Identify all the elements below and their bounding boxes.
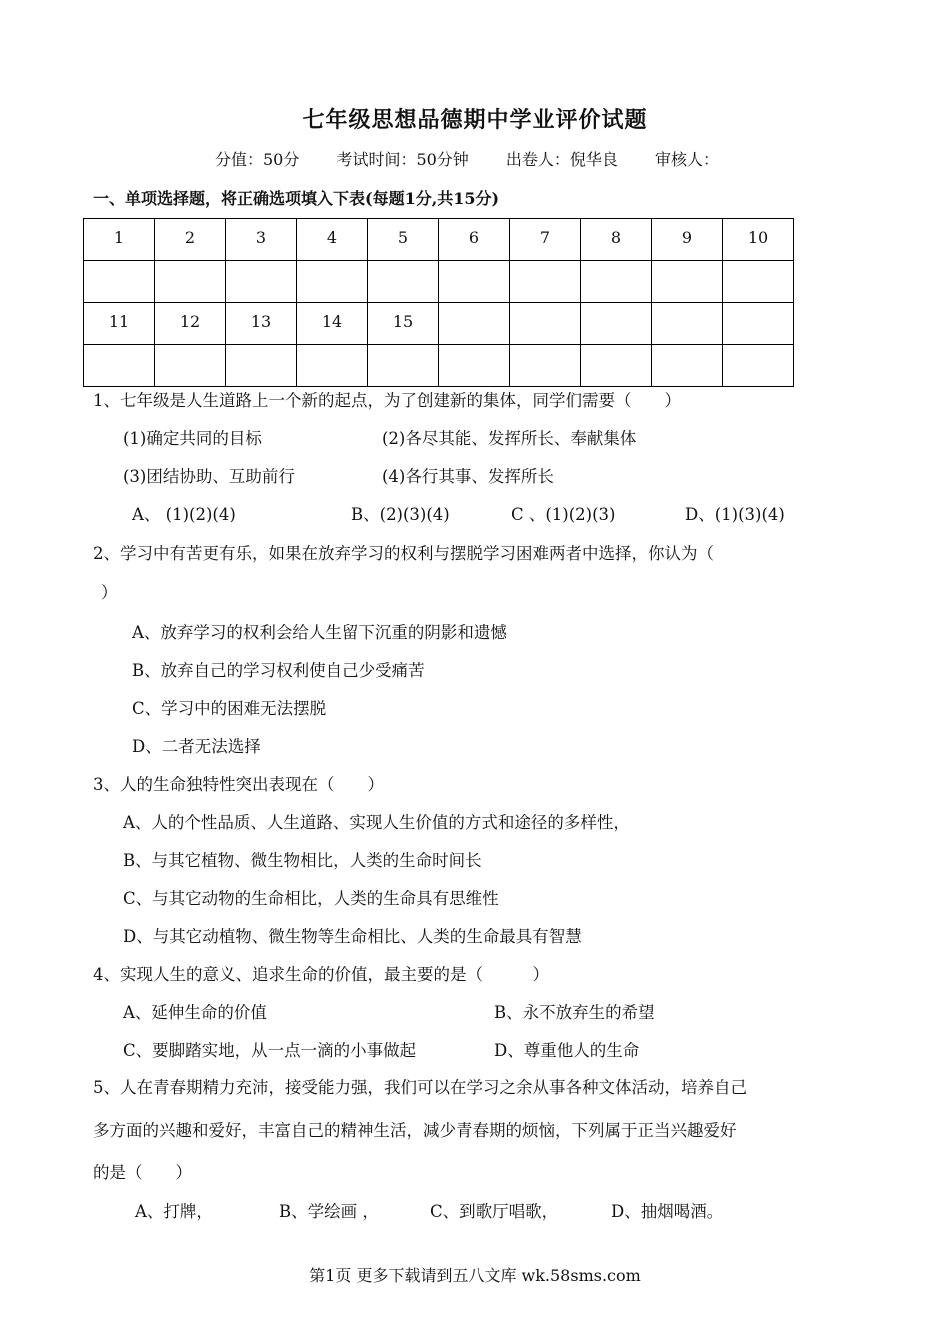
q5-option-a: A、打牌， [135,1202,213,1221]
q4-option-d: D、尊重他人的生命 [494,1041,640,1060]
answer-cell[interactable] [226,261,297,303]
q4-option-c: C、要脚踏实地，从一点一滴的小事做起 [123,1041,417,1060]
table-cell: 10 [723,219,794,261]
answer-cell[interactable] [510,261,581,303]
answer-cell[interactable] [723,261,794,303]
q2-stem-line1: 2、学习中有苦更有乐，如果在放弃学习的权利与摆脱学习困难两者中选择，你认为（ [93,544,714,563]
answer-cell[interactable] [297,261,368,303]
answer-cell[interactable] [84,261,155,303]
q5-option-c: C、到歌厅唱歌， [430,1202,559,1221]
table-cell: 13 [226,303,297,345]
table-cell: 1 [84,219,155,261]
q1-option-a: A、 (1)(2)(4) [132,505,236,524]
answer-cell[interactable] [155,261,226,303]
q1-item-1: (1)确定共同的目标 [123,429,262,448]
q1-option-b: B、(2)(3)(4) [351,505,450,524]
table-cell: 9 [652,219,723,261]
answer-cell[interactable] [368,345,439,387]
table-cell: 7 [510,219,581,261]
reviewer-info: 审核人： [655,150,720,169]
q4-option-a: A、延伸生命的价值 [123,1003,267,1022]
section-heading: 一、单项选择题，将正确选项填入下表(每题1分,共15分) [93,189,500,208]
q3-option-c: C、与其它动物的生命相比，人类的生命具有思维性 [123,889,499,908]
q3-option-b: B、与其它植物、微生物相比，人类的生命时间长 [123,851,482,870]
table-cell: 11 [84,303,155,345]
q1-stem: 1、七年级是人生道路上一个新的起点，为了创建新的集体，同学们需要（ ） [93,391,681,410]
q1-option-c: C 、(1)(2)(3) [511,505,616,524]
table-cell: 2 [155,219,226,261]
q5-stem-line3: 的是（ ） [93,1163,192,1182]
q4-option-b: B、永不放弃生的希望 [494,1003,655,1022]
exam-meta [0,147,950,170]
table-cell [581,303,652,345]
q5-option-d: D、抽烟喝酒。 [611,1202,724,1221]
number-row-1 [84,219,794,261]
answer-row-1 [84,261,794,303]
table-cell: 5 [368,219,439,261]
time-info: 考试时间：50分钟 [336,150,469,169]
answer-cell[interactable] [439,261,510,303]
q2-option-b: B、放弃自己的学习权利使自己少受痛苦 [132,661,425,680]
answer-cell[interactable] [581,345,652,387]
table-cell [723,303,794,345]
page-footer: 第1页 更多下载请到五八文库 wk.58sms.com [309,1266,641,1285]
table-cell: 12 [155,303,226,345]
q1-option-d: D、(1)(3)(4) [685,505,785,524]
q2-option-a: A、放弃学习的权利会给人生留下沉重的阴影和遗憾 [132,623,507,642]
table-cell: 15 [368,303,439,345]
number-row-2 [84,303,794,345]
q3-option-a: A、人的个性品质、人生道路、实现人生价值的方式和途径的多样性， [123,813,630,832]
table-cell [652,303,723,345]
answer-cell[interactable] [510,345,581,387]
q3-option-d: D、与其它动植物、微生物等生命相比、人类的生命最具有智慧 [123,927,582,946]
answer-cell[interactable] [368,261,439,303]
q5-stem-line2: 多方面的兴趣和爱好，丰富自己的精神生活，减少青春期的烦恼，下列属于正当兴趣爱好 [93,1121,737,1140]
answer-cell[interactable] [439,345,510,387]
table-cell [510,303,581,345]
answer-cell[interactable] [652,345,723,387]
table-cell: 14 [297,303,368,345]
answer-row-2 [84,345,794,387]
q5-stem-line1: 5、人在青春期精力充沛，接受能力强，我们可以在学习之余从事各种文体活动，培养自己 [93,1078,747,1097]
answer-cell[interactable] [652,261,723,303]
q1-item-3: (3)团结协助、互助前行 [123,467,295,486]
table-cell [439,303,510,345]
answer-cell[interactable] [84,345,155,387]
q2-option-d: D、二者无法选择 [132,737,261,756]
answer-cell[interactable] [155,345,226,387]
q4-stem: 4、实现人生的意义、追求生命的价值，最主要的是（ ） [93,965,549,984]
q2-option-c: C、学习中的困难无法摆脱 [132,699,327,718]
answer-cell[interactable] [581,261,652,303]
answer-cell[interactable] [226,345,297,387]
q3-stem: 3、人的生命独特性突出表现在（ ） [93,775,384,794]
author-info: 出卷人：倪华良 [505,150,618,169]
q1-item-4: (4)各行其事、发挥所长 [382,467,554,486]
answer-cell[interactable] [297,345,368,387]
table-cell: 3 [226,219,297,261]
q1-item-2: (2)各尽其能、发挥所长、奉献集体 [382,429,637,448]
q2-stem-line2: ） [101,583,118,602]
table-cell: 4 [297,219,368,261]
answer-cell[interactable] [723,345,794,387]
table-cell: 6 [439,219,510,261]
q5-option-b: B、学绘画 ， [279,1202,379,1221]
answer-table [83,218,794,387]
score-info: 分值：50分 [214,150,300,169]
page-title: 七年级思想品德期中学业评价试题 [302,107,648,133]
table-cell: 8 [581,219,652,261]
